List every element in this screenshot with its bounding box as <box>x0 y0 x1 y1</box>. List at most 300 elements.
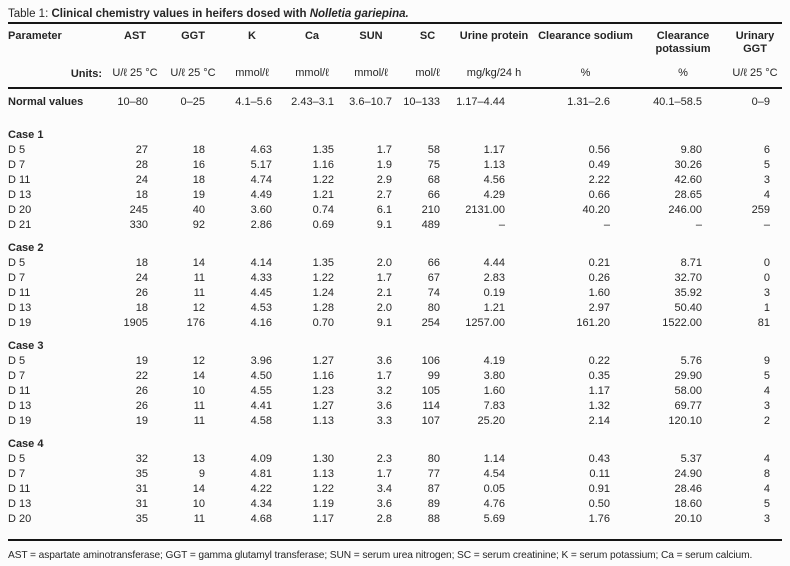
column-unit: mmol/ℓ <box>235 67 269 79</box>
day-label: D 13 <box>8 498 32 510</box>
data-cell: 1.19 <box>312 498 334 510</box>
data-cell: 50.40 <box>674 302 702 314</box>
data-cell: 2.83 <box>483 272 505 284</box>
day-label: D 7 <box>8 370 26 382</box>
data-cell: 2131.00 <box>465 204 505 216</box>
column-name: Ca <box>304 30 320 42</box>
table-row <box>8 399 782 414</box>
day-label: D 11 <box>8 385 31 397</box>
column-header-parameter <box>8 23 106 88</box>
column-name: Clearance sodium <box>538 30 633 42</box>
data-cell: 2.7 <box>376 189 392 201</box>
data-cell: 259 <box>751 204 770 216</box>
data-cell: 18 <box>135 189 148 201</box>
data-cell: 29.90 <box>674 370 702 382</box>
data-cell: 18.60 <box>674 498 702 510</box>
data-cell: 1257.00 <box>465 317 505 329</box>
day-label: D 21 <box>8 219 32 231</box>
normal-value: 40.1–58.5 <box>653 96 702 108</box>
data-cell: 3 <box>763 174 770 186</box>
data-cell: 99 <box>427 370 440 382</box>
data-cell: 30.26 <box>674 159 702 171</box>
data-cell: – <box>695 219 702 231</box>
table-row <box>8 316 782 331</box>
data-cell: 2.14 <box>588 415 610 427</box>
table-caption <box>8 6 782 22</box>
column-unit: U/ℓ 25 °C <box>732 67 778 79</box>
data-cell: 11 <box>193 513 205 525</box>
column-name: GGT <box>181 30 205 42</box>
data-cell: 4.45 <box>250 287 272 299</box>
data-cell: 19 <box>135 415 148 427</box>
data-cell: 0.70 <box>312 317 334 329</box>
data-cell: 6 <box>763 144 770 156</box>
data-cell: 92 <box>192 219 205 231</box>
data-cell: 120.10 <box>668 415 702 427</box>
column-name: SC <box>419 30 436 42</box>
data-cell: – <box>498 219 505 231</box>
data-cell: 0.91 <box>588 483 610 495</box>
day-label: D 20 <box>8 204 32 216</box>
data-cell: 1.35 <box>312 257 334 269</box>
data-cell: 18 <box>135 257 148 269</box>
day-label: D 7 <box>8 272 26 284</box>
data-cell: 18 <box>135 302 148 314</box>
column-unit: U/ℓ 25 °C <box>170 67 216 79</box>
table-row <box>8 497 782 512</box>
header-row <box>8 23 782 88</box>
data-cell: 1905 <box>123 317 148 329</box>
case-header-row <box>8 120 782 143</box>
data-cell: 5 <box>763 370 770 382</box>
table-caption-species: Nolletia gariepina. <box>309 8 409 20</box>
data-cell: 26 <box>135 385 148 397</box>
data-cell: 4.33 <box>250 272 272 284</box>
table-row <box>8 384 782 399</box>
column-header-ast <box>106 23 164 88</box>
column-unit: mmol/ℓ <box>354 67 388 79</box>
data-cell: 80 <box>427 302 440 314</box>
units-row-label: Units: <box>70 68 102 80</box>
data-cell: 8.71 <box>680 257 702 269</box>
data-cell: 67 <box>427 272 440 284</box>
table-row <box>8 218 782 233</box>
data-cell: 330 <box>129 219 148 231</box>
data-cell: 161.20 <box>576 317 610 329</box>
data-cell: 114 <box>422 400 440 412</box>
data-cell: 12 <box>192 355 205 367</box>
data-cell: 1.16 <box>312 370 334 382</box>
data-cell: 0.05 <box>483 483 505 495</box>
data-cell: 58.00 <box>674 385 702 397</box>
data-cell: 75 <box>427 159 440 171</box>
data-cell: 3.60 <box>250 204 272 216</box>
data-cell: – <box>763 219 770 231</box>
data-cell: 1.17 <box>588 385 610 397</box>
data-cell: 2.3 <box>376 453 392 465</box>
column-header-ggt <box>164 23 222 88</box>
data-cell: 1.13 <box>312 468 334 480</box>
data-cell: 1.27 <box>312 355 334 367</box>
data-cell: 5.37 <box>680 453 702 465</box>
data-cell: 1.16 <box>312 159 334 171</box>
data-cell: 1.76 <box>588 513 610 525</box>
data-cell: 1.7 <box>376 468 392 480</box>
column-unit: mg/kg/24 h <box>466 67 522 79</box>
data-cell: 0.22 <box>588 355 610 367</box>
data-cell: 4 <box>763 453 770 465</box>
day-label: D 19 <box>8 317 32 329</box>
data-cell: 0 <box>763 257 770 269</box>
data-cell: 66 <box>427 189 440 201</box>
data-cell: 9.1 <box>376 219 392 231</box>
column-name: K <box>248 30 256 42</box>
table-row <box>8 354 782 369</box>
data-cell: 5 <box>763 159 770 171</box>
data-cell: 1.22 <box>312 272 334 284</box>
data-cell: – <box>603 219 610 231</box>
data-cell: 81 <box>757 317 770 329</box>
data-cell: 1.9 <box>376 159 392 171</box>
data-cell: 3.6 <box>376 498 392 510</box>
data-cell: 24 <box>135 174 148 186</box>
data-cell: 1.13 <box>483 159 505 171</box>
data-cell: 10 <box>192 385 205 397</box>
column-header-k <box>222 23 282 88</box>
table-body <box>8 88 782 540</box>
data-cell: 0.50 <box>588 498 610 510</box>
data-cell: 1.17 <box>483 144 505 156</box>
data-cell: 31 <box>135 498 148 510</box>
normal-value: 4.1–5.6 <box>235 96 272 108</box>
data-cell: 68 <box>427 174 440 186</box>
data-cell: 489 <box>421 219 440 231</box>
data-cell: 3.3 <box>376 415 392 427</box>
data-cell: 28 <box>135 159 148 171</box>
case-header-row <box>8 331 782 354</box>
data-cell: 35 <box>135 513 148 525</box>
data-cell: 1522.00 <box>662 317 702 329</box>
data-cell: 35 <box>135 468 148 480</box>
data-cell: 3 <box>763 400 770 412</box>
data-cell: 28.65 <box>674 189 702 201</box>
data-cell: 89 <box>427 498 440 510</box>
data-cell: 22 <box>135 370 148 382</box>
data-cell: 19 <box>192 189 205 201</box>
column-header-urinary-ggt <box>728 23 782 88</box>
table-row <box>8 467 782 482</box>
table-row <box>8 271 782 286</box>
data-cell: 4.68 <box>250 513 272 525</box>
table-row <box>8 286 782 301</box>
day-label: D 20 <box>8 513 32 525</box>
data-cell: 9 <box>763 355 770 367</box>
data-cell: 1.21 <box>312 189 334 201</box>
table-row <box>8 173 782 188</box>
column-header-urine-protein <box>455 23 533 88</box>
data-cell: 1.60 <box>588 287 610 299</box>
day-label: D 11 <box>8 287 31 299</box>
data-cell: 4.56 <box>483 174 505 186</box>
data-cell: 88 <box>427 513 440 525</box>
data-cell: 3.96 <box>250 355 272 367</box>
data-cell: 11 <box>193 272 205 284</box>
data-cell: 3 <box>763 513 770 525</box>
data-cell: 4.58 <box>250 415 272 427</box>
normal-value: 1.31–2.6 <box>567 96 610 108</box>
data-cell: 4.76 <box>483 498 505 510</box>
data-cell: 18 <box>192 144 205 156</box>
data-cell: 1.35 <box>312 144 334 156</box>
data-cell: 4.81 <box>250 468 272 480</box>
data-cell: 11 <box>193 400 205 412</box>
data-cell: 14 <box>192 483 205 495</box>
data-cell: 4 <box>763 483 770 495</box>
data-cell: 0.69 <box>312 219 334 231</box>
day-label: D 7 <box>8 159 26 171</box>
data-cell: 2.86 <box>250 219 272 231</box>
data-cell: 77 <box>427 468 440 480</box>
data-cell: 0.66 <box>588 189 610 201</box>
table-row <box>8 301 782 316</box>
case-label: Case 3 <box>8 340 44 352</box>
table-row <box>8 143 782 158</box>
data-cell: 24.90 <box>674 468 702 480</box>
data-cell: 0.35 <box>588 370 610 382</box>
data-cell: 2.22 <box>588 174 610 186</box>
table-row <box>8 369 782 384</box>
data-cell: 5 <box>763 498 770 510</box>
day-label: D 13 <box>8 400 32 412</box>
column-name: SUN <box>359 30 383 42</box>
table-row <box>8 512 782 540</box>
column-header-clearance-potassium <box>638 23 728 88</box>
normal-values-label: Normal values <box>8 96 84 108</box>
data-cell: 18 <box>192 174 205 186</box>
data-cell: 4.14 <box>250 257 272 269</box>
data-cell: 20.10 <box>674 513 702 525</box>
data-cell: 2.0 <box>376 302 392 314</box>
data-cell: 0.26 <box>588 272 610 284</box>
data-cell: 107 <box>421 415 440 427</box>
data-cell: 0.19 <box>483 287 505 299</box>
column-unit: % <box>580 67 591 79</box>
data-cell: 16 <box>192 159 205 171</box>
data-cell: 2.97 <box>588 302 610 314</box>
data-cell: 32.70 <box>674 272 702 284</box>
data-cell: 80 <box>427 453 440 465</box>
data-cell: 74 <box>427 287 440 299</box>
data-cell: 25.20 <box>477 415 505 427</box>
parameter-header-label: Parameter <box>8 30 62 42</box>
case-header-row <box>8 429 782 452</box>
data-cell: 1.23 <box>312 385 334 397</box>
data-cell: 4.44 <box>483 257 505 269</box>
column-header-sun <box>342 23 400 88</box>
data-cell: 4.55 <box>250 385 272 397</box>
column-name: Urine protein <box>459 30 529 42</box>
data-cell: 246.00 <box>668 204 702 216</box>
data-cell: 4 <box>763 385 770 397</box>
data-cell: 14 <box>192 257 205 269</box>
data-cell: 4.16 <box>250 317 272 329</box>
data-cell: 11 <box>193 415 205 427</box>
data-cell: 19 <box>135 355 148 367</box>
data-cell: 1.17 <box>312 513 334 525</box>
data-cell: 5.69 <box>483 513 505 525</box>
data-cell: 87 <box>427 483 440 495</box>
column-unit: U/ℓ 25 °C <box>112 67 158 79</box>
data-cell: 28.46 <box>674 483 702 495</box>
data-cell: 4.49 <box>250 189 272 201</box>
table-row <box>8 482 782 497</box>
day-label: D 5 <box>8 144 26 156</box>
data-cell: 26 <box>135 400 148 412</box>
data-cell: 69.77 <box>674 400 702 412</box>
day-label: D 11 <box>8 174 31 186</box>
data-cell: 1.7 <box>376 272 392 284</box>
column-unit: % <box>678 67 688 79</box>
table-caption-text: Clinical chemistry values in heifers dosed with <box>51 8 310 20</box>
day-label: D 7 <box>8 468 26 480</box>
table-caption-number: Table 1: <box>8 8 52 20</box>
data-cell: 12 <box>192 302 205 314</box>
clinical-chemistry-table <box>8 22 782 541</box>
data-cell: 4 <box>763 189 770 201</box>
data-cell: 1.22 <box>312 483 334 495</box>
paper-page <box>0 6 790 566</box>
normal-value: 10–80 <box>117 96 148 108</box>
day-label: D 11 <box>8 483 31 495</box>
data-cell: 1.21 <box>483 302 505 314</box>
day-label: D 5 <box>8 355 26 367</box>
data-cell: 1.32 <box>588 400 610 412</box>
data-cell: 4.53 <box>250 302 272 314</box>
table-row <box>8 158 782 173</box>
table-row <box>8 414 782 429</box>
data-cell: 105 <box>421 385 440 397</box>
data-cell: 1.30 <box>312 453 334 465</box>
normal-value: 2.43–3.1 <box>291 96 334 108</box>
table-row <box>8 256 782 271</box>
table-header <box>8 23 782 88</box>
data-cell: 1.7 <box>376 144 392 156</box>
normal-values-row <box>8 88 782 120</box>
column-name: Clearance potassium <box>655 30 711 55</box>
normal-value: 0–9 <box>751 96 770 108</box>
data-cell: 1.7 <box>376 370 392 382</box>
data-cell: 4.19 <box>483 355 505 367</box>
normal-value: 0–25 <box>180 96 205 108</box>
data-cell: 3.80 <box>483 370 505 382</box>
data-cell: 210 <box>421 204 440 216</box>
data-cell: 3.4 <box>376 483 392 495</box>
data-cell: 2.9 <box>376 174 392 186</box>
day-label: D 5 <box>8 257 26 269</box>
data-cell: 26 <box>135 287 148 299</box>
data-cell: 24 <box>135 272 148 284</box>
data-cell: 7.83 <box>483 400 505 412</box>
data-cell: 0.21 <box>588 257 610 269</box>
data-cell: 1.60 <box>483 385 505 397</box>
data-cell: 3.6 <box>376 355 392 367</box>
table-row <box>8 188 782 203</box>
data-cell: 2.8 <box>376 513 392 525</box>
data-cell: 27 <box>135 144 148 156</box>
data-cell: 9 <box>198 468 205 480</box>
data-cell: 1.14 <box>483 453 505 465</box>
data-cell: 4.41 <box>250 400 272 412</box>
column-header-sc <box>400 23 455 88</box>
case-label: Case 4 <box>8 438 44 450</box>
data-cell: 11 <box>193 287 205 299</box>
data-cell: 4.54 <box>483 468 505 480</box>
column-unit: mol/ℓ <box>415 67 440 79</box>
data-cell: 3.6 <box>376 400 392 412</box>
day-label: D 5 <box>8 453 26 465</box>
data-cell: 0.56 <box>588 144 610 156</box>
normal-value: 1.17–4.44 <box>456 96 505 108</box>
data-cell: 176 <box>186 317 205 329</box>
data-cell: 0.49 <box>588 159 610 171</box>
data-cell: 3 <box>763 287 770 299</box>
data-cell: 40.20 <box>582 204 610 216</box>
table-row <box>8 203 782 218</box>
data-cell: 6.1 <box>376 204 392 216</box>
data-cell: 40 <box>192 204 205 216</box>
data-cell: 4.34 <box>250 498 272 510</box>
normal-value: 10–133 <box>403 96 440 108</box>
data-cell: 2.1 <box>376 287 392 299</box>
data-cell: 8 <box>763 468 770 480</box>
data-cell: 66 <box>427 257 440 269</box>
data-cell: 1.28 <box>312 302 334 314</box>
data-cell: 4.50 <box>250 370 272 382</box>
data-cell: 1.13 <box>312 415 334 427</box>
column-unit: mmol/ℓ <box>295 67 329 79</box>
data-cell: 58 <box>427 144 440 156</box>
data-cell: 4.22 <box>250 483 272 495</box>
data-cell: 42.60 <box>674 174 702 186</box>
data-cell: 0.11 <box>589 468 610 480</box>
column-name: Urinary GGT <box>735 30 775 55</box>
data-cell: 35.92 <box>674 287 702 299</box>
data-cell: 1 <box>763 302 770 314</box>
case-header-row <box>8 233 782 256</box>
data-cell: 5.76 <box>680 355 702 367</box>
data-cell: 0.43 <box>588 453 610 465</box>
data-cell: 1.22 <box>312 174 334 186</box>
data-cell: 1.24 <box>312 287 334 299</box>
data-cell: 32 <box>135 453 148 465</box>
day-label: D 13 <box>8 189 32 201</box>
data-cell: 0 <box>763 272 770 284</box>
data-cell: 9.80 <box>680 144 702 156</box>
data-cell: 14 <box>192 370 205 382</box>
column-name: AST <box>124 30 146 42</box>
column-header-clearance-sodium <box>533 23 638 88</box>
day-label: D 13 <box>8 302 32 314</box>
data-cell: 2.0 <box>376 257 392 269</box>
data-cell: 9.1 <box>376 317 392 329</box>
column-header-ca <box>282 23 342 88</box>
normal-value: 3.6–10.7 <box>349 96 392 108</box>
data-cell: 3.2 <box>376 385 392 397</box>
data-cell: 10 <box>192 498 205 510</box>
table-row <box>8 452 782 467</box>
data-cell: 13 <box>192 453 205 465</box>
data-cell: 1.27 <box>312 400 334 412</box>
